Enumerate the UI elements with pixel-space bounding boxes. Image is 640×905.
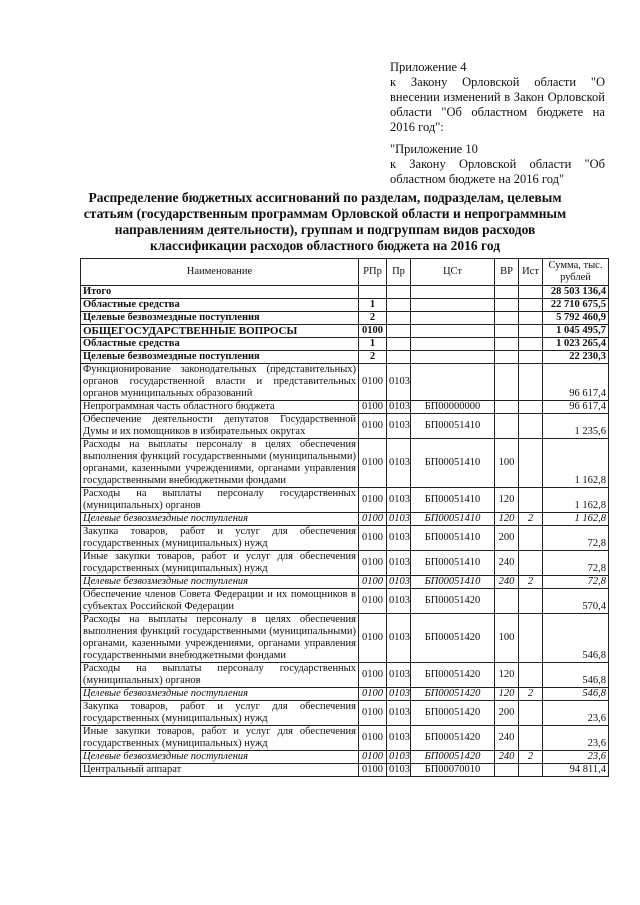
cell-sum: 23,6 (543, 726, 609, 751)
table-row (81, 286, 609, 299)
table-row (81, 614, 609, 663)
cell-ist (519, 286, 543, 299)
cell-ist (519, 614, 543, 663)
cell-sum: 22 710 675,5 (543, 299, 609, 312)
cell-cst (411, 299, 495, 312)
cell-sum: 23,6 (543, 701, 609, 726)
cell-cst: БП00051420 (411, 614, 495, 663)
cell-cst: БП00070010 (411, 764, 495, 777)
cell-rpr: 0100 (359, 751, 387, 764)
table-row (81, 401, 609, 414)
cell-rpr: 0100 (359, 726, 387, 751)
cell-rpr: 1 (359, 299, 387, 312)
cell-vr: 100 (495, 439, 519, 488)
cell-ist (519, 589, 543, 614)
header-name: Наименование (81, 259, 359, 286)
annex-header (390, 60, 605, 135)
table-row (81, 513, 609, 526)
cell-ist (519, 364, 543, 401)
table-row (81, 751, 609, 764)
cell-cst: БП00051410 (411, 414, 495, 439)
cell-sum: 1 023 265,4 (543, 338, 609, 351)
cell-sum: 23,6 (543, 751, 609, 764)
cell-name: Иные закупки товаров, работ и услуг для обеспечения государственных (муниципальных) нужд (81, 726, 359, 751)
cell-sum: 22 230,3 (543, 351, 609, 364)
cell-ist (519, 439, 543, 488)
cell-ist: 2 (519, 688, 543, 701)
cell-name: Расходы на выплаты персоналу в целях обеспечения выполнения функций государственными (муниципальными) органами, казенными учреждениями, органами управления государственными внебюджетными фондами (81, 439, 359, 488)
cell-pr: 0103 (387, 614, 411, 663)
cell-vr: 120 (495, 663, 519, 688)
cell-ist (519, 312, 543, 325)
cell-name: Обеспечение деятельности депутатов Государственной Думы и их помощников в избирательных округах (81, 414, 359, 439)
header-rpr: РПр (359, 259, 387, 286)
cell-rpr: 0100 (359, 526, 387, 551)
cell-cst (411, 338, 495, 351)
table-row (81, 439, 609, 488)
cell-pr: 0103 (387, 526, 411, 551)
cell-ist (519, 701, 543, 726)
cell-sum: 1 162,8 (543, 488, 609, 513)
cell-vr (495, 351, 519, 364)
table-body (81, 286, 609, 777)
cell-cst: БП00051420 (411, 701, 495, 726)
cell-vr: 240 (495, 576, 519, 589)
cell-name: ОБЩЕГОСУДАРСТВЕННЫЕ ВОПРОСЫ (81, 325, 359, 338)
cell-pr: 0103 (387, 663, 411, 688)
cell-rpr: 0100 (359, 614, 387, 663)
cell-pr: 0103 (387, 688, 411, 701)
cell-ist (519, 488, 543, 513)
cell-ist (519, 351, 543, 364)
cell-ist (519, 338, 543, 351)
cell-rpr: 0100 (359, 439, 387, 488)
cell-ist: 2 (519, 751, 543, 764)
cell-name: Функционирование законодательных (представительных) органов государственной власти и представительных органов муниципальных образований (81, 364, 359, 401)
table-row (81, 526, 609, 551)
header-sum: Сумма, тыс. рублей (543, 259, 609, 286)
cell-vr: 240 (495, 751, 519, 764)
cell-sum: 1 235,6 (543, 414, 609, 439)
cell-name: Целевые безвозмездные поступления (81, 751, 359, 764)
table-row (81, 663, 609, 688)
cell-sum: 1 162,8 (543, 513, 609, 526)
table-row (81, 351, 609, 364)
cell-cst: БП00051410 (411, 551, 495, 576)
cell-rpr: 0100 (359, 701, 387, 726)
cell-vr (495, 401, 519, 414)
document-title: Распределение бюджетных ассигнований по разделам, подразделам, целевым статьям (государственным программам Орловской области и непрограммным направлениям деятельности), группам и подгруппам видов расходов классификации расходов областного бюджета на 2016 год (83, 190, 567, 253)
cell-vr (495, 325, 519, 338)
cell-pr: 0103 (387, 364, 411, 401)
cell-ist (519, 663, 543, 688)
cell-name: Центральный аппарат (81, 764, 359, 777)
cell-cst: БП00051420 (411, 688, 495, 701)
cell-pr: 0103 (387, 401, 411, 414)
cell-name: Целевые безвозмездные поступления (81, 513, 359, 526)
cell-sum: 546,8 (543, 614, 609, 663)
table-row (81, 726, 609, 751)
table-row (81, 551, 609, 576)
cell-name: Расходы на выплаты персоналу государственных (муниципальных) органов (81, 488, 359, 513)
cell-vr (495, 589, 519, 614)
cell-pr (387, 338, 411, 351)
cell-cst: БП00051420 (411, 751, 495, 764)
cell-sum: 5 792 460,9 (543, 312, 609, 325)
cell-name: Закупка товаров, работ и услуг для обеспечения государственных (муниципальных) нужд (81, 526, 359, 551)
cell-cst (411, 286, 495, 299)
header-vr: ВР (495, 259, 519, 286)
cell-cst: БП00000000 (411, 401, 495, 414)
cell-sum: 94 811,4 (543, 764, 609, 777)
cell-vr: 120 (495, 513, 519, 526)
cell-name: Непрограммная часть областного бюджета (81, 401, 359, 414)
cell-cst (411, 351, 495, 364)
cell-cst (411, 312, 495, 325)
header-cst: ЦСт (411, 259, 495, 286)
cell-rpr: 0100 (359, 364, 387, 401)
cell-sum: 570,4 (543, 589, 609, 614)
cell-ist: 2 (519, 513, 543, 526)
cell-name: Областные средства (81, 338, 359, 351)
cell-cst: БП00051410 (411, 526, 495, 551)
cell-sum: 96 617,4 (543, 364, 609, 401)
cell-vr (495, 286, 519, 299)
annex-number: Приложение 4 (390, 60, 467, 74)
cell-name: Иные закупки товаров, работ и услуг для обеспечения государственных (муниципальных) нужд (81, 551, 359, 576)
cell-name: Закупка товаров, работ и услуг для обеспечения государственных (муниципальных) нужд (81, 701, 359, 726)
cell-ist (519, 401, 543, 414)
cell-ist (519, 414, 543, 439)
cell-sum: 1 162,8 (543, 439, 609, 488)
cell-name: Итого (81, 286, 359, 299)
cell-cst: БП00051410 (411, 513, 495, 526)
cell-pr: 0103 (387, 701, 411, 726)
cell-name: Целевые безвозмездные поступления (81, 312, 359, 325)
cell-cst (411, 364, 495, 401)
cell-pr (387, 325, 411, 338)
cell-pr: 0103 (387, 726, 411, 751)
cell-rpr: 0100 (359, 688, 387, 701)
cell-ist (519, 325, 543, 338)
cell-cst: БП00051420 (411, 726, 495, 751)
annex-subheader (390, 142, 605, 187)
cell-vr (495, 338, 519, 351)
cell-name: Целевые безвозмездные поступления (81, 576, 359, 589)
cell-pr (387, 312, 411, 325)
cell-name: Целевые безвозмездные поступления (81, 688, 359, 701)
table-row (81, 364, 609, 401)
cell-ist (519, 726, 543, 751)
cell-sum: 96 617,4 (543, 401, 609, 414)
cell-pr: 0103 (387, 764, 411, 777)
cell-sum: 72,8 (543, 526, 609, 551)
cell-cst: БП00051410 (411, 439, 495, 488)
cell-sum: 72,8 (543, 551, 609, 576)
cell-ist (519, 551, 543, 576)
table-row (81, 338, 609, 351)
cell-rpr: 0100 (359, 576, 387, 589)
cell-ist (519, 526, 543, 551)
cell-cst: БП00051420 (411, 663, 495, 688)
cell-ist: 2 (519, 576, 543, 589)
cell-pr: 0103 (387, 513, 411, 526)
table-row (81, 325, 609, 338)
cell-rpr: 2 (359, 351, 387, 364)
cell-cst: БП00051420 (411, 589, 495, 614)
cell-pr: 0103 (387, 439, 411, 488)
table-row (81, 299, 609, 312)
table-row (81, 764, 609, 777)
cell-vr: 200 (495, 526, 519, 551)
cell-cst (411, 325, 495, 338)
table-row (81, 576, 609, 589)
cell-pr: 0103 (387, 488, 411, 513)
cell-name: Обеспечение членов Совета Федерации и их помощников в субъектах Российской Федерации (81, 589, 359, 614)
cell-pr (387, 351, 411, 364)
cell-name: Областные средства (81, 299, 359, 312)
cell-vr (495, 299, 519, 312)
header-pr: Пр (387, 259, 411, 286)
cell-rpr: 0100 (359, 764, 387, 777)
cell-sum: 28 503 136,4 (543, 286, 609, 299)
header-ist: Ист (519, 259, 543, 286)
cell-pr: 0103 (387, 414, 411, 439)
table-row (81, 701, 609, 726)
cell-sum: 72,8 (543, 576, 609, 589)
annex-original-number: "Приложение 10 (390, 142, 478, 156)
cell-rpr: 0100 (359, 589, 387, 614)
cell-ist (519, 299, 543, 312)
cell-vr: 200 (495, 701, 519, 726)
cell-vr: 100 (495, 614, 519, 663)
cell-rpr: 0100 (359, 551, 387, 576)
cell-cst: БП00051410 (411, 488, 495, 513)
annex-law-reference: к Закону Орловской области "О внесении изменений в Закон Орловской области "Об областном бюджете на 2016 год": (390, 75, 605, 134)
cell-vr: 240 (495, 726, 519, 751)
cell-sum: 546,8 (543, 688, 609, 701)
cell-vr (495, 414, 519, 439)
table-header-row (81, 259, 609, 286)
cell-vr (495, 364, 519, 401)
cell-rpr: 0100 (359, 401, 387, 414)
cell-pr: 0103 (387, 576, 411, 589)
cell-rpr: 0100 (359, 414, 387, 439)
cell-vr (495, 312, 519, 325)
cell-vr: 120 (495, 488, 519, 513)
table-row (81, 688, 609, 701)
cell-pr (387, 299, 411, 312)
cell-vr: 240 (495, 551, 519, 576)
cell-rpr: 0100 (359, 513, 387, 526)
cell-rpr: 0100 (359, 325, 387, 338)
budget-table (80, 258, 609, 777)
cell-pr: 0103 (387, 751, 411, 764)
cell-rpr: 0100 (359, 488, 387, 513)
cell-vr (495, 764, 519, 777)
cell-ist (519, 764, 543, 777)
cell-name: Целевые безвозмездные поступления (81, 351, 359, 364)
table-row (81, 589, 609, 614)
cell-rpr: 1 (359, 338, 387, 351)
annex-original-law: к Закону Орловской области "Об областном бюджете на 2016 год" (390, 157, 605, 186)
table-row (81, 312, 609, 325)
cell-pr: 0103 (387, 589, 411, 614)
table-row (81, 488, 609, 513)
cell-sum: 1 045 495,7 (543, 325, 609, 338)
cell-vr: 120 (495, 688, 519, 701)
cell-rpr: 2 (359, 312, 387, 325)
cell-cst: БП00051410 (411, 576, 495, 589)
cell-rpr: 0100 (359, 663, 387, 688)
cell-rpr (359, 286, 387, 299)
cell-sum: 546,8 (543, 663, 609, 688)
cell-name: Расходы на выплаты персоналу в целях обеспечения выполнения функций государственными (муниципальными) органами, казенными учреждениями, органами управления государственными внебюджетными фондами (81, 614, 359, 663)
cell-pr: 0103 (387, 551, 411, 576)
table-row (81, 414, 609, 439)
cell-name: Расходы на выплаты персоналу государственных (муниципальных) органов (81, 663, 359, 688)
cell-pr (387, 286, 411, 299)
